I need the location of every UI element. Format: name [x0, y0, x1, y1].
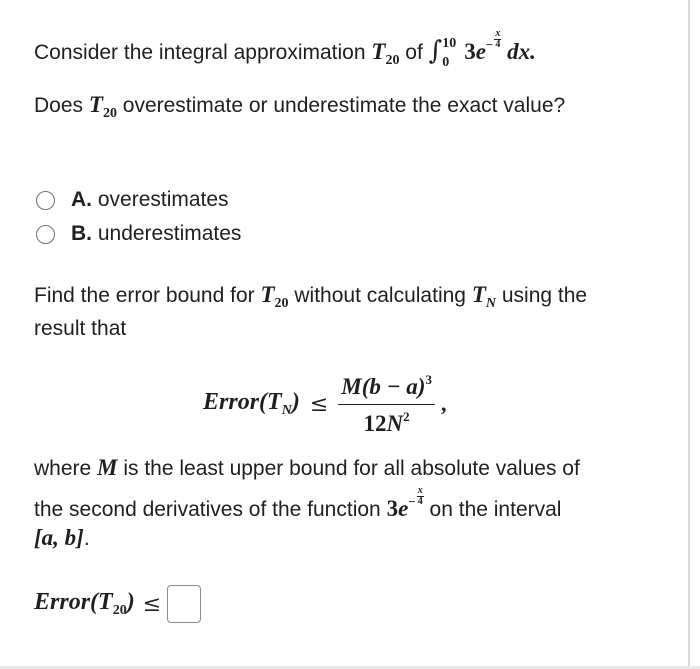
exponent-fraction: $\frac{x}{4}$ [495, 28, 501, 50]
integral-sign: ∫ [428, 36, 443, 66]
answer-lhs: $Error(T_{20})$ [34, 589, 135, 618]
option-a-label: A. overestimates [71, 188, 229, 211]
prompt-symbol: $T_{20}$ [88, 92, 117, 121]
intro-text: Consider the integral approximation [34, 41, 366, 64]
radio-button-a[interactable] [36, 191, 55, 210]
error-formula [203, 362, 446, 446]
formula-lhs: $Error(T_N)$ [203, 389, 300, 418]
m-symbol: M [97, 455, 118, 480]
where-line-1: where M is the least upper bound for all absolute values of [34, 455, 580, 480]
integral-statement [34, 28, 536, 78]
formula-fraction [338, 372, 435, 437]
error-bound-symbol: $T_{20}$ [260, 282, 289, 311]
answer-row [34, 584, 201, 624]
formula-comma: , [440, 391, 447, 416]
function-expression: 3e− $\frac{x}{4}$ [386, 485, 423, 521]
where-line-2: the second derivatives of the function 3e− $\frac{x}{4}$ on the interval [34, 485, 562, 521]
formula-numerator: $M(b - a)^3$ [338, 372, 435, 405]
interval-symbol: [a, b] [34, 525, 84, 550]
option-underestimates[interactable] [36, 219, 241, 249]
panel-right-border [688, 0, 690, 669]
error-bound-instruction: Find the error bound for $T_{20}$ without calculating $T_N$ using the [34, 282, 588, 311]
integral-limits: 10 0 [442, 35, 457, 70]
option-b-label: B. underestimates [71, 222, 242, 245]
where-line-3: [a, b]. [34, 525, 90, 550]
radio-button-b[interactable] [36, 225, 55, 244]
formula-leq: ≤ [309, 391, 329, 417]
option-overestimates[interactable] [36, 185, 229, 215]
answer-input[interactable] [167, 585, 201, 623]
integral-expression: ∫ 10 0 3e− $\frac{x}{4}$ dx. [428, 28, 536, 70]
tn-symbol: $T_N$ [471, 282, 497, 311]
error-bound-instruction-line2: result that [34, 317, 127, 340]
of-text: of [405, 41, 423, 64]
answer-leq: ≤ [142, 591, 162, 617]
approx-symbol: $T_{20}$ [371, 39, 400, 68]
function-exponent-fraction: $\frac{x}{4}$ [417, 485, 423, 507]
formula-denominator: $12N^2$ [363, 408, 410, 436]
estimate-prompt: Does $T_{20}$ overestimate or underestimate the exact value? [34, 92, 566, 121]
